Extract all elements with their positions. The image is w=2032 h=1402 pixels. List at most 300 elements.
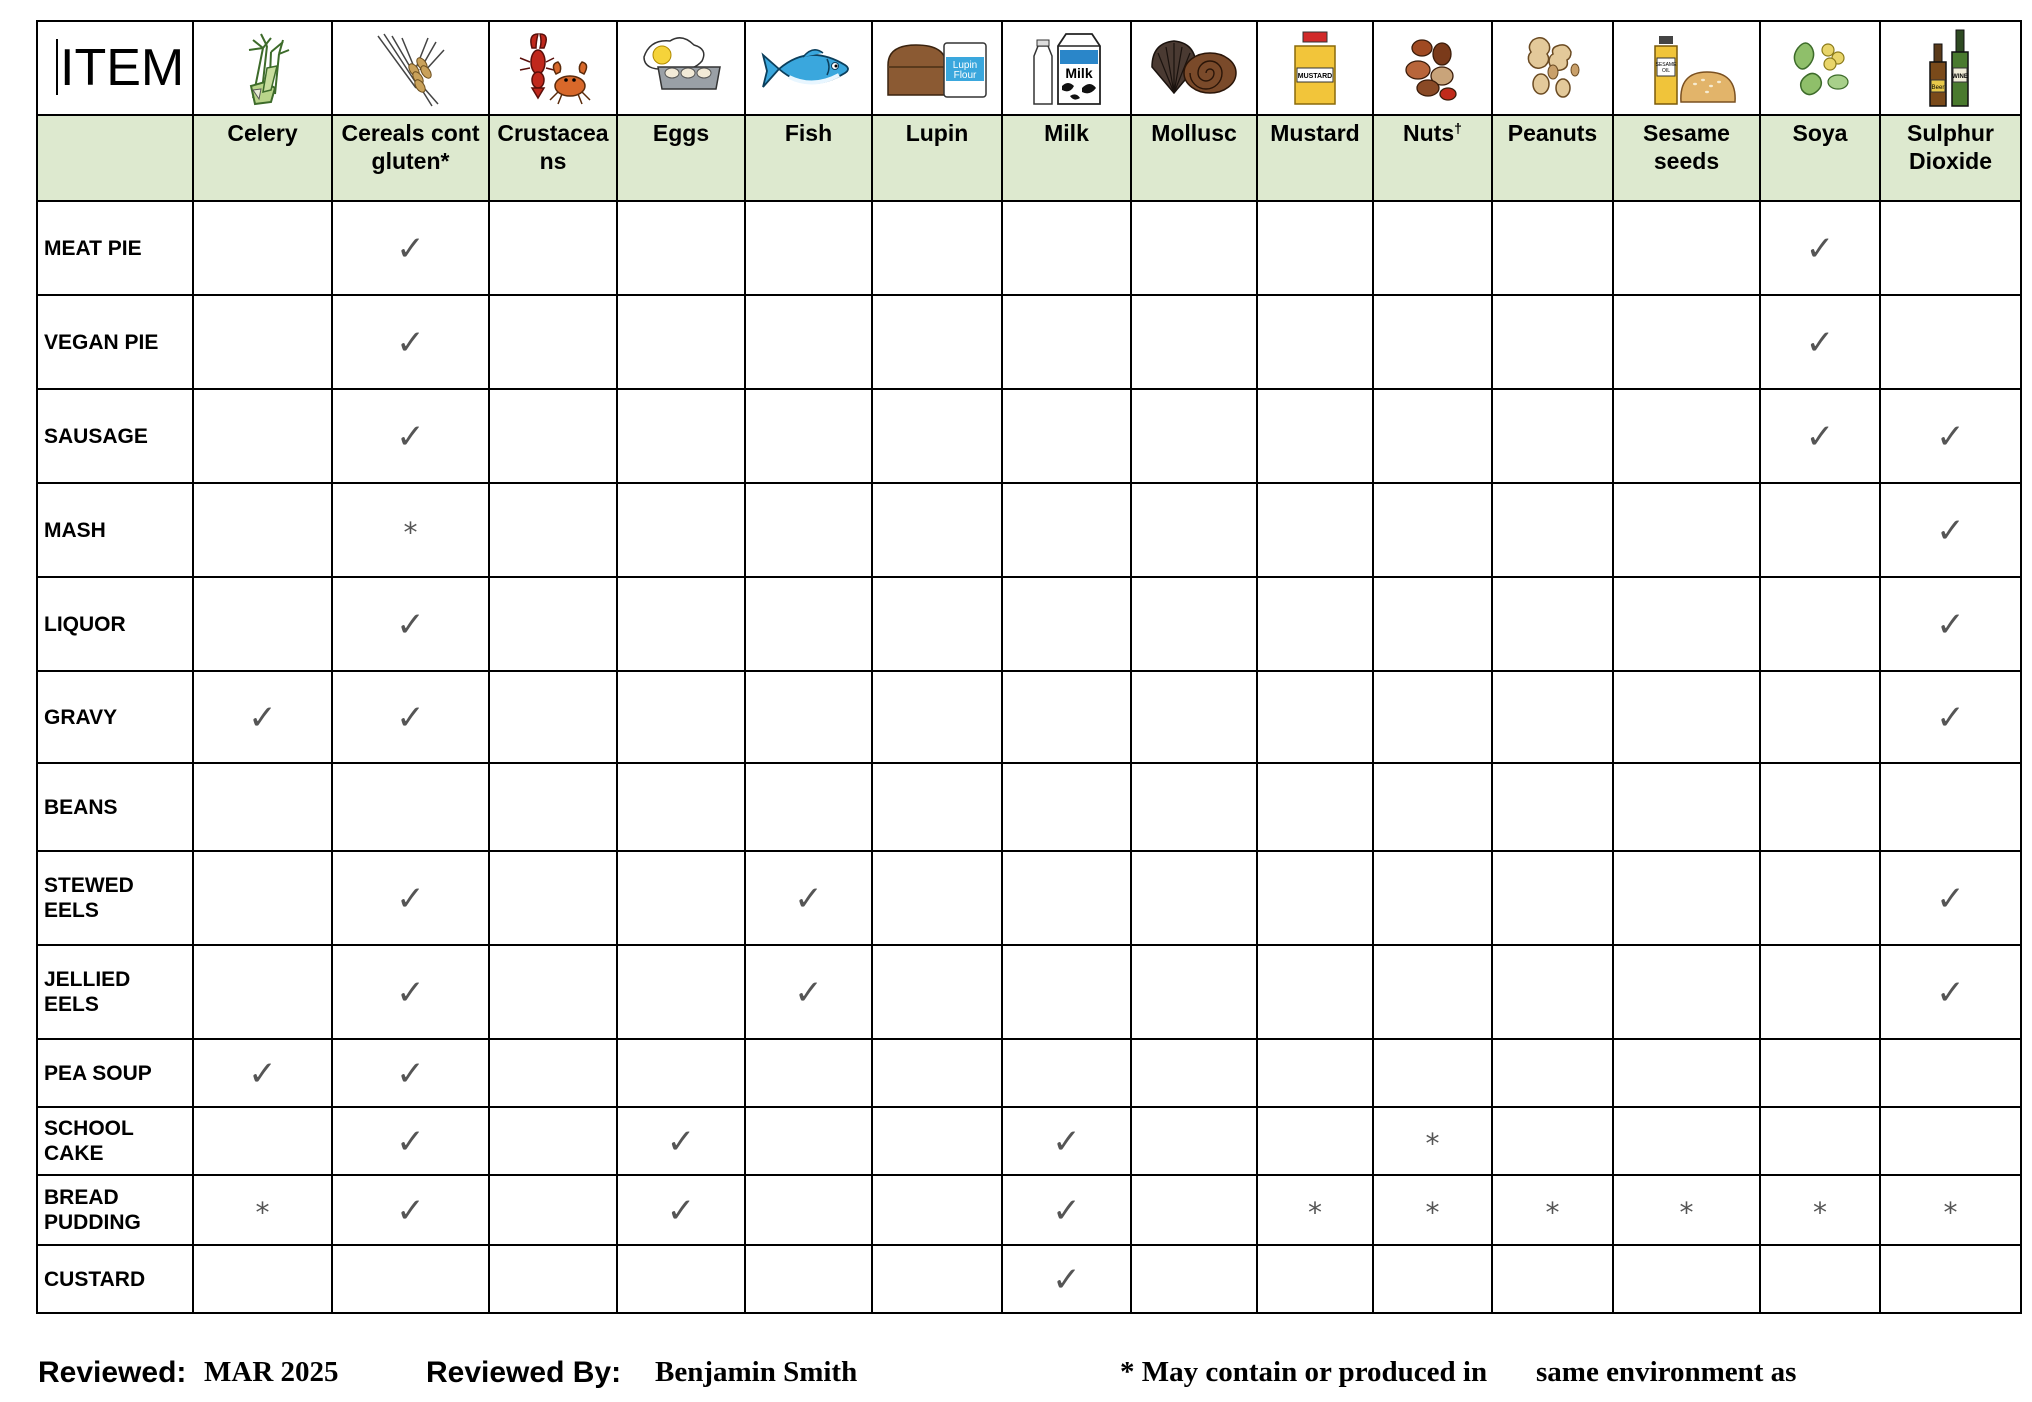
asterisk-mark-icon: *: [1308, 1195, 1322, 1229]
allergen-cell: [1257, 201, 1373, 295]
mollusc-icon: [1144, 33, 1244, 103]
allergen-icon-cell: [1373, 21, 1492, 115]
reviewed-by-label: Reviewed By:: [426, 1356, 622, 1389]
check-mark-icon: ✓: [1936, 972, 1965, 1013]
allergen-cell: [193, 763, 332, 851]
asterisk-mark-icon: *: [1425, 1126, 1440, 1160]
table-row: [37, 851, 2021, 945]
allergen-icon-cell: [1002, 21, 1131, 115]
mustard-icon: [1285, 28, 1345, 108]
allergen-cell: [617, 201, 745, 295]
allergen-cell: [1613, 483, 1760, 577]
allergen-cell: [1373, 851, 1492, 945]
allergen-cell: [1880, 671, 2021, 763]
item-name-cell: BEANS: [37, 763, 193, 851]
check-mark-icon: ✓: [396, 1121, 425, 1162]
allergen-cell: [1760, 201, 1880, 295]
allergen-cell: [872, 763, 1002, 851]
allergen-cell: [332, 763, 489, 851]
allergen-cell: [1760, 1039, 1880, 1107]
allergen-cell: [1880, 295, 2021, 389]
allergen-cell: [1760, 389, 1880, 483]
allergen-cell: [1131, 1175, 1257, 1245]
allergen-cell: [1880, 483, 2021, 577]
allergen-cell: [1613, 671, 1760, 763]
table-row: [37, 295, 2021, 389]
allergen-cell: [1002, 483, 1131, 577]
table-row: [37, 1039, 2021, 1107]
allergen-cell: [1131, 577, 1257, 671]
allergen-cell: [1492, 763, 1613, 851]
allergen-cell: [332, 945, 489, 1039]
table-row: [37, 1175, 2021, 1245]
allergen-cell: [193, 851, 332, 945]
allergen-cell: [489, 1175, 617, 1245]
allergen-cell: [489, 945, 617, 1039]
allergen-icon-cell: [332, 21, 489, 115]
allergen-cell: [872, 671, 1002, 763]
allergen-cell: [1760, 851, 1880, 945]
allergen-cell: [1257, 1245, 1373, 1313]
allergen-cell: [1760, 295, 1880, 389]
allergen-cell: [1492, 577, 1613, 671]
allergen-cell: [332, 201, 489, 295]
item-name-cell: VEGAN PIE: [37, 295, 193, 389]
allergen-cell: [1760, 483, 1880, 577]
allergen-cell: [1373, 577, 1492, 671]
allergen-icon-cell: [1131, 21, 1257, 115]
allergen-cell: [745, 577, 872, 671]
table-row: [37, 1245, 2021, 1313]
table-row: [37, 577, 2021, 671]
allergen-cell: [332, 1107, 489, 1175]
allergen-cell: [1257, 295, 1373, 389]
allergen-cell: [193, 295, 332, 389]
check-mark-icon: ✓: [666, 1190, 696, 1231]
allergen-cell: [617, 851, 745, 945]
lupin-icon-text: Lupin: [952, 60, 978, 71]
check-mark-icon: ✓: [666, 1121, 696, 1162]
allergen-cell: [332, 1175, 489, 1245]
table-row: [37, 483, 2021, 577]
asterisk-mark-icon: *: [403, 515, 418, 549]
item-column-title: [37, 21, 193, 115]
item-name-cell: SAUSAGE: [37, 389, 193, 483]
allergen-cell: [1880, 1175, 2021, 1245]
allergen-cell: [193, 483, 332, 577]
allergen-cell: [1880, 201, 2021, 295]
allergen-cell: [617, 295, 745, 389]
allergen-cell: [1131, 483, 1257, 577]
allergen-cell: [1131, 295, 1257, 389]
allergen-cell: [872, 295, 1002, 389]
table-row: [37, 201, 2021, 295]
reviewed-label: Reviewed:: [38, 1356, 187, 1389]
allergen-label-milk: Milk: [1002, 115, 1131, 201]
check-mark-icon: ✓: [1936, 697, 1965, 738]
allergen-cell: [1257, 945, 1373, 1039]
allergen-cell: [1373, 1245, 1492, 1313]
allergen-cell: [1002, 389, 1131, 483]
reviewed-date: MAR 2025: [204, 1356, 339, 1388]
allergen-cell: [872, 1245, 1002, 1313]
allergen-cell: [745, 851, 872, 945]
allergen-cell: [332, 1039, 489, 1107]
check-mark-icon: ✓: [396, 228, 425, 269]
allergen-cell: [1257, 389, 1373, 483]
allergen-cell: [1131, 1039, 1257, 1107]
allergen-cell: [1613, 577, 1760, 671]
allergen-cell: [1257, 483, 1373, 577]
allergen-cell: [489, 851, 617, 945]
allergen-cell: [1002, 577, 1131, 671]
check-mark-icon: ✓: [1805, 322, 1835, 363]
allergen-cell: [1373, 763, 1492, 851]
allergen-label-sulphur-dioxide: Sulphur Dioxide: [1880, 115, 2021, 201]
item-name-cell: LIQUOR: [37, 577, 193, 671]
asterisk-mark-icon: *: [1679, 1195, 1694, 1229]
allergen-cell: [1613, 389, 1760, 483]
allergen-icon-cell: [193, 21, 332, 115]
allergen-cell: [745, 945, 872, 1039]
check-mark-icon: ✓: [794, 972, 823, 1013]
allergen-cell: [193, 671, 332, 763]
allergen-cell: [617, 1175, 745, 1245]
allergen-cell: [1131, 945, 1257, 1039]
text-cursor: [56, 39, 58, 95]
allergen-cell: [1613, 201, 1760, 295]
allergen-cell: [872, 577, 1002, 671]
allergen-cell: [1492, 1245, 1613, 1313]
check-mark-icon: ✓: [794, 878, 823, 919]
nuts-icon: [1398, 28, 1468, 108]
allergen-cell: [1613, 763, 1760, 851]
allergen-cell: [1002, 1175, 1131, 1245]
allergen-cell: [745, 295, 872, 389]
allergen-cell: [1257, 1039, 1373, 1107]
allergen-icon-cell: [745, 21, 872, 115]
asterisk-mark-icon: *: [255, 1195, 270, 1229]
allergen-cell: [1613, 851, 1760, 945]
allergen-cell: [1373, 389, 1492, 483]
allergen-cell: [1760, 945, 1880, 1039]
check-mark-icon: ✓: [1805, 416, 1835, 457]
allergen-cell: [1880, 945, 2021, 1039]
allergen-cell: [193, 1107, 332, 1175]
allergen-cell: [1492, 945, 1613, 1039]
allergen-cell: [1492, 1175, 1613, 1245]
check-mark-icon: ✓: [1805, 228, 1835, 269]
allergen-label-sesame: Sesame seeds: [1613, 115, 1760, 201]
allergen-cell: [1613, 1245, 1760, 1313]
allergen-cell: [1002, 1245, 1131, 1313]
allergen-cell: [1002, 295, 1131, 389]
allergen-label-mustard: Mustard: [1257, 115, 1373, 201]
allergen-cell: [1002, 1039, 1131, 1107]
check-mark-icon: ✓: [396, 1190, 425, 1231]
allergen-cell: [872, 483, 1002, 577]
check-mark-icon: ✓: [396, 416, 425, 457]
allergen-cell: [1131, 671, 1257, 763]
allergen-cell: [1373, 483, 1492, 577]
allergen-cell: [1373, 1107, 1492, 1175]
allergen-cell: [489, 201, 617, 295]
allergen-cell: [332, 483, 489, 577]
item-name-cell: CUSTARD: [37, 1245, 193, 1313]
item-name-cell: SCHOOL CAKE: [37, 1107, 193, 1175]
allergen-cell: [872, 201, 1002, 295]
oil-icon-text: OIL: [1661, 68, 1670, 74]
allergen-label-mollusc: Mollusc: [1131, 115, 1257, 201]
item-name-cell: MASH: [37, 483, 193, 577]
allergen-cell: [1880, 1039, 2021, 1107]
allergen-cell: [1492, 201, 1613, 295]
allergen-icon-cell: [489, 21, 617, 115]
table-row: [37, 945, 2021, 1039]
allergen-cell: [489, 295, 617, 389]
allergen-cell: [617, 1039, 745, 1107]
allergen-cell: [193, 945, 332, 1039]
asterisk-mark-icon: *: [1943, 1195, 1958, 1229]
allergen-cell: [489, 483, 617, 577]
allergen-cell: [332, 577, 489, 671]
allergen-cell: [193, 577, 332, 671]
allergen-cell: [1002, 945, 1131, 1039]
allergen-cell: [1760, 577, 1880, 671]
lupin-flour-icon: [882, 33, 992, 103]
celery-icon: [223, 28, 303, 108]
check-mark-icon: ✓: [396, 972, 425, 1013]
allergen-cell: [1760, 763, 1880, 851]
allergen-cell: [1492, 483, 1613, 577]
sesame-icon-text: SESAME: [1655, 62, 1676, 68]
asterisk-mark-icon: *: [1813, 1195, 1827, 1229]
allergen-label-crustaceans: Crustacea ns: [489, 115, 617, 201]
allergen-cell: [1257, 763, 1373, 851]
allergen-cell: [745, 1175, 872, 1245]
allergen-cell: [332, 1245, 489, 1313]
wine-icon-text: WINE: [1951, 74, 1968, 80]
allergen-cell: [193, 201, 332, 295]
allergen-cell: [1373, 201, 1492, 295]
check-mark-icon: ✓: [396, 604, 425, 645]
allergen-cell: [1131, 1245, 1257, 1313]
allergen-cell: [489, 1039, 617, 1107]
allergen-label-cereals: Cereals cont gluten*: [332, 115, 489, 201]
milk-icon: [1022, 26, 1112, 110]
allergen-label-fish: Fish: [745, 115, 872, 201]
allergen-cell: [617, 483, 745, 577]
label-row-empty-cell: [37, 115, 193, 201]
table-row: [37, 389, 2021, 483]
allergen-cell: [1492, 1039, 1613, 1107]
check-mark-icon: ✓: [396, 1053, 425, 1094]
allergen-cell: [332, 671, 489, 763]
allergen-cell: [1760, 1245, 1880, 1313]
allergen-cell: [1760, 1107, 1880, 1175]
allergen-cell: [872, 1107, 1002, 1175]
allergen-cell: [1373, 671, 1492, 763]
allergen-cell: [1760, 1175, 1880, 1245]
allergen-icon-cell: [1760, 21, 1880, 115]
allergen-cell: [1257, 671, 1373, 763]
allergen-cell: [745, 389, 872, 483]
item-name-cell: MEAT PIE: [37, 201, 193, 295]
review-footer: [38, 1356, 2018, 1396]
allergen-cell: [1002, 671, 1131, 763]
allergen-icon-cell: [1613, 21, 1760, 115]
allergen-icon-cell: [1257, 21, 1373, 115]
allergen-cell: [617, 945, 745, 1039]
peanuts-icon: [1513, 28, 1593, 108]
nuts-label-text: Nuts: [1403, 120, 1455, 146]
check-mark-icon: ✓: [1936, 878, 1965, 919]
table-row: [37, 671, 2021, 763]
allergen-cell: [745, 201, 872, 295]
allergen-cell: [1131, 1107, 1257, 1175]
allergen-cell: [617, 1245, 745, 1313]
allergen-cell: [193, 1175, 332, 1245]
allergen-cell: [1131, 201, 1257, 295]
allergen-cell: [1760, 671, 1880, 763]
allergen-cell: [332, 389, 489, 483]
allergen-label-peanuts: Peanuts: [1492, 115, 1613, 201]
check-mark-icon: ✓: [1936, 604, 1965, 645]
allergen-label-lupin: Lupin: [872, 115, 1002, 201]
asterisk-mark-icon: *: [1425, 1195, 1440, 1229]
allergen-cell: [1373, 1175, 1492, 1245]
allergen-cell: [1880, 1245, 2021, 1313]
allergen-cell: [1002, 851, 1131, 945]
allergen-cell: [1257, 851, 1373, 945]
item-name-cell: JELLIED EELS: [37, 945, 193, 1039]
allergen-cell: [489, 1107, 617, 1175]
fish-icon: [759, 33, 859, 103]
table-row: [37, 1107, 2021, 1175]
allergen-cell: [1373, 1039, 1492, 1107]
allergen-cell: [1613, 945, 1760, 1039]
asterisk-mark-icon: *: [1545, 1195, 1560, 1229]
dagger-mark: †: [1454, 120, 1462, 136]
allergen-icon-cell: [1492, 21, 1613, 115]
eggs-icon: [636, 33, 726, 103]
allergen-cell: [1131, 389, 1257, 483]
allergen-label-soya: Soya: [1760, 115, 1880, 201]
allergen-cell: [193, 1245, 332, 1313]
allergen-cell: [489, 1245, 617, 1313]
allergen-cell: [1613, 295, 1760, 389]
item-title-text: ITEM: [60, 39, 185, 97]
allergen-cell: [1492, 851, 1613, 945]
table-row: [37, 763, 2021, 851]
check-mark-icon: ✓: [396, 322, 425, 363]
item-name-cell: STEWED EELS: [37, 851, 193, 945]
allergen-cell: [1880, 1107, 2021, 1175]
allergen-cell: [332, 295, 489, 389]
allergen-cell: [745, 1107, 872, 1175]
check-mark-icon: ✓: [1052, 1259, 1081, 1300]
allergen-cell: [745, 671, 872, 763]
allergen-cell: [1002, 763, 1131, 851]
milk-icon-text: Milk: [1064, 65, 1093, 81]
check-mark-icon: ✓: [248, 697, 277, 738]
check-mark-icon: ✓: [1052, 1190, 1081, 1231]
allergen-cell: [1880, 389, 2021, 483]
wheat-icon: [366, 28, 456, 108]
crustacean-icon: [510, 28, 596, 108]
mustard-icon-text: MUSTARD: [1297, 73, 1333, 80]
allergen-label-nuts: [1373, 115, 1492, 201]
allergen-cell: [1131, 763, 1257, 851]
allergen-label-eggs: Eggs: [617, 115, 745, 201]
check-mark-icon: ✓: [396, 697, 425, 738]
allergen-cell: [1880, 763, 2021, 851]
item-name-cell: PEA SOUP: [37, 1039, 193, 1107]
allergen-cell: [1257, 1175, 1373, 1245]
allergen-cell: [617, 671, 745, 763]
allergen-cell: [1492, 671, 1613, 763]
check-mark-icon: ✓: [1936, 510, 1965, 551]
check-mark-icon: ✓: [1936, 416, 1965, 457]
allergen-icon-cell: [617, 21, 745, 115]
beer-icon-text: Beer: [1931, 85, 1944, 91]
allergen-cell: [1002, 1107, 1131, 1175]
allergen-icon-cell: [1880, 21, 2021, 115]
item-name-cell: GRAVY: [37, 671, 193, 763]
allergen-cell: [1880, 577, 2021, 671]
allergen-cell: [1257, 577, 1373, 671]
reviewed-by-name: Benjamin Smith: [655, 1356, 858, 1388]
allergen-cell: [489, 577, 617, 671]
allergen-cell: [489, 389, 617, 483]
sesame-icon: [1637, 28, 1737, 108]
allergen-cell: [617, 763, 745, 851]
footnote-part-2: same environment as: [1536, 1356, 1797, 1388]
check-mark-icon: ✓: [1052, 1121, 1081, 1162]
allergen-cell: [617, 389, 745, 483]
footnote-part-1: * May contain or produced in: [1120, 1356, 1488, 1388]
allergen-cell: [1613, 1107, 1760, 1175]
allergen-cell: [745, 1039, 872, 1107]
allergen-cell: [1613, 1175, 1760, 1245]
allergen-cell: [745, 483, 872, 577]
allergen-cell: [1613, 1039, 1760, 1107]
flour-icon-text: Flour: [953, 70, 977, 81]
allergen-cell: [872, 851, 1002, 945]
allergen-cell: [1492, 295, 1613, 389]
allergen-cell: [872, 1039, 1002, 1107]
allergen-matrix-table: [36, 20, 2022, 1314]
allergen-cell: [489, 763, 617, 851]
allergen-cell: [872, 389, 1002, 483]
allergen-cell: [193, 389, 332, 483]
check-mark-icon: ✓: [248, 1053, 277, 1094]
allergen-label-row: [37, 115, 2021, 201]
allergen-label-celery: Celery: [193, 115, 332, 201]
check-mark-icon: ✓: [396, 878, 425, 919]
allergen-cell: [872, 1175, 1002, 1245]
soya-icon: [1780, 28, 1860, 108]
allergen-cell: [1373, 295, 1492, 389]
allergen-cell: [332, 851, 489, 945]
allergen-cell: [872, 945, 1002, 1039]
allergen-cell: [1492, 1107, 1613, 1175]
allergen-cell: [617, 577, 745, 671]
allergen-cell: [1131, 851, 1257, 945]
allergen-cell: [489, 671, 617, 763]
allergen-cell: [1880, 851, 2021, 945]
allergen-icon-row: [37, 21, 2021, 115]
